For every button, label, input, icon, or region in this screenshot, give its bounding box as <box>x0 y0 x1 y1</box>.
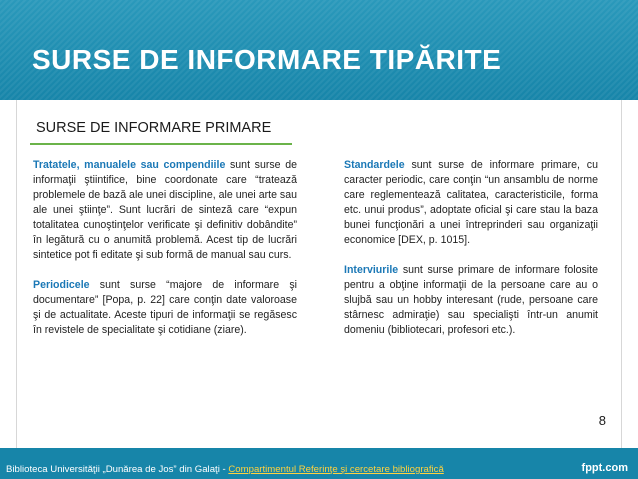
keyword-periodicele: Periodicele <box>33 279 90 291</box>
keyword-interviurile: Interviurile <box>344 264 399 276</box>
keyword-tratatele: Tratatele, manualele sau compendiile <box>33 159 226 171</box>
page-number: 8 <box>598 413 606 428</box>
paragraph-periodicele <box>33 278 297 338</box>
section-subtitle: SURSE DE INFORMARE PRIMARE <box>36 120 272 136</box>
paragraph-text: sunt surse de informaţii ştiintifice, bine coordonate care “tratează problemele de bază ale unei discipline, ale unei arte sau ale unei ştiinţe”. Sunt lucrări de sinteză care “expun totalitatea cunoştinţelor verificate şi definitiv dobândite” în legătură cu o anumită problemă. Acest tip de lucrări sintetice pot fi editate şi sub formă de manual sau curs. <box>33 159 297 261</box>
subtitle-underline <box>30 143 292 145</box>
paragraph-text: sunt surse de informare primare, cu caracter periodic, care conţin “un ansamblu de norme care reglementează calitatea, caracteristicile, forma etc. unui produs”, adoptate oficial şi care stau la baza bunei funcţionări a unei întreprinderi sau organizaţii economice [DEX, p. 1015]. <box>344 159 598 246</box>
paragraph-text: sunt surse primare de informare folosite pentru a obţine informaţii de la persoane care au o slujbă sau un hobby interesant (rude, persoane care stârnesc admiraţie) sau specialişti într-un anumit domeniu (bibliotecari, profesori etc.). <box>344 264 598 336</box>
paragraph-interviurile <box>344 263 598 338</box>
paragraph-text: sunt surse “majore de informare şi documentare” [Popa, p. 22] care conţin date valoroase şi de actualitate. Aceste tipuri de informaţii se regăsesc în revistele de specialitate şi cotidiane (ziare). <box>33 279 297 336</box>
slide-title: SURSE DE INFORMARE TIPĂRITE <box>32 44 502 75</box>
left-text-column <box>33 158 297 353</box>
paragraph-tratatele <box>33 158 297 263</box>
footer-institution: Biblioteca Universităţii „Dunărea de Jos” din Galaţi - <box>6 464 229 475</box>
paragraph-standardele <box>344 158 598 248</box>
right-text-column <box>344 158 598 353</box>
brand-logo-text: fppt.com <box>581 462 628 474</box>
footer-department-link[interactable]: Compartimentul Referinţe şi cercetare bibliografică <box>228 464 444 475</box>
footer-credit <box>6 464 444 475</box>
keyword-standardele: Standardele <box>344 159 405 171</box>
